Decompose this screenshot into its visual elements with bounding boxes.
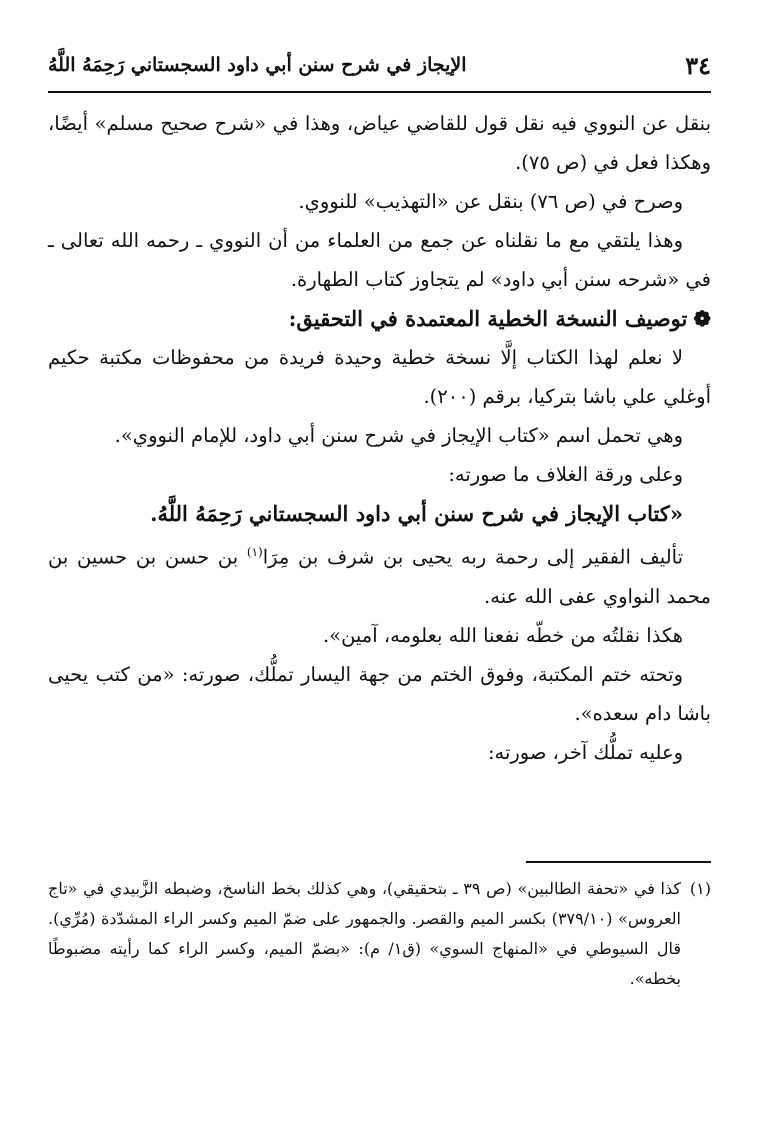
paragraph-5: وهي تحمل اسم «كتاب الإيجاز في شرح سنن أبي داود، للإمام النووي». (114, 424, 683, 447)
running-title: الإيجاز في شرح سنن أبي داود السجستاني رَحِمَهُ اللَّهُ (48, 54, 467, 76)
paragraph-1: بنقل عن النووي فيه نقل قول للقاضي عياض، وهذا في «شرح صحيح مسلم» أيضًا، وهكذا فعل في (ص ٧٥). (48, 112, 711, 174)
paragraph-8 (48, 533, 711, 616)
paragraph-8-end: بن حسن بن حسين بن محمد النواوي عفى الله عنه. (48, 545, 711, 608)
paragraph-8-start: تأليف الفقير إلى رحمة ربه يحيى بن شرف بن مِرَا (262, 545, 684, 569)
section-heading-text: توصيف النسخة الخطية المعتمدة في التحقيق: (288, 306, 688, 331)
paragraph-4: لا نعلم لهذا الكتاب إلَّا نسخة خطية وحيدة فريدة من محفوظات مكتبة حكيم أوغلي علي باشا بتركيا، برقم (٢٠٠). (48, 346, 711, 408)
footnote-ref[interactable]: (١) (246, 545, 263, 559)
main-text (48, 104, 711, 772)
paragraph-3: وهذا يلتقي مع ما نقلناه عن جمع من العلماء من أن النووي ـ رحمه الله تعالى ـ في «شرحه سنن أبي داود» لم يتجاوز كتاب الطهارة. (48, 229, 711, 291)
footnotes (48, 874, 711, 994)
footnote-text: كذا في «تحفة الطالبين» (ص ٣٩ ـ بتحقيقي)، وهي كذلك بخط الناسخ، وضبطه الزَّبيدي في «تاج العروس» (٣٧٩/١٠) بكسر الميم والقصر. والجمهور على ضمّ الميم وكسر الراء المشدّدة (مُرِّي). قال السيوطي في «المنهاج السوي» (ق١/ م): «بضمّ الميم، وكسر الراء كما رأيته مضبوطًا بخطه». (48, 879, 682, 988)
footnote-number: (١) (689, 879, 711, 898)
footnote (48, 874, 711, 994)
paragraph-9: هكذا نقلتُه من خطّه نفعنا الله بعلومه، آمين». (322, 623, 683, 647)
footnote-rule (526, 861, 711, 863)
page-header (48, 40, 711, 90)
paragraph-11: وعليه تملُّك آخر، صورته: (487, 740, 683, 764)
section-heading (48, 299, 711, 338)
paragraph-10: وتحته ختم المكتبة، وفوق الختم من جهة اليسار تملُّك، صورته: «من كتب يحيى باشا دام سعده». (48, 662, 711, 725)
page-number: ٣٤ (685, 50, 711, 80)
header-rule (48, 91, 711, 93)
flower-bullet-icon: ❁ (693, 306, 711, 331)
paragraph-2: وصرح في (ص ٧٦) بنقل عن «التهذيب» للنووي. (298, 190, 683, 213)
paragraph-6: وعلى ورقة الغلاف ما صورته: (448, 463, 683, 486)
book-title-quote: «كتاب الإيجاز في شرح سنن أبي داود السجستاني رَحِمَهُ اللَّهُ. (150, 501, 683, 526)
